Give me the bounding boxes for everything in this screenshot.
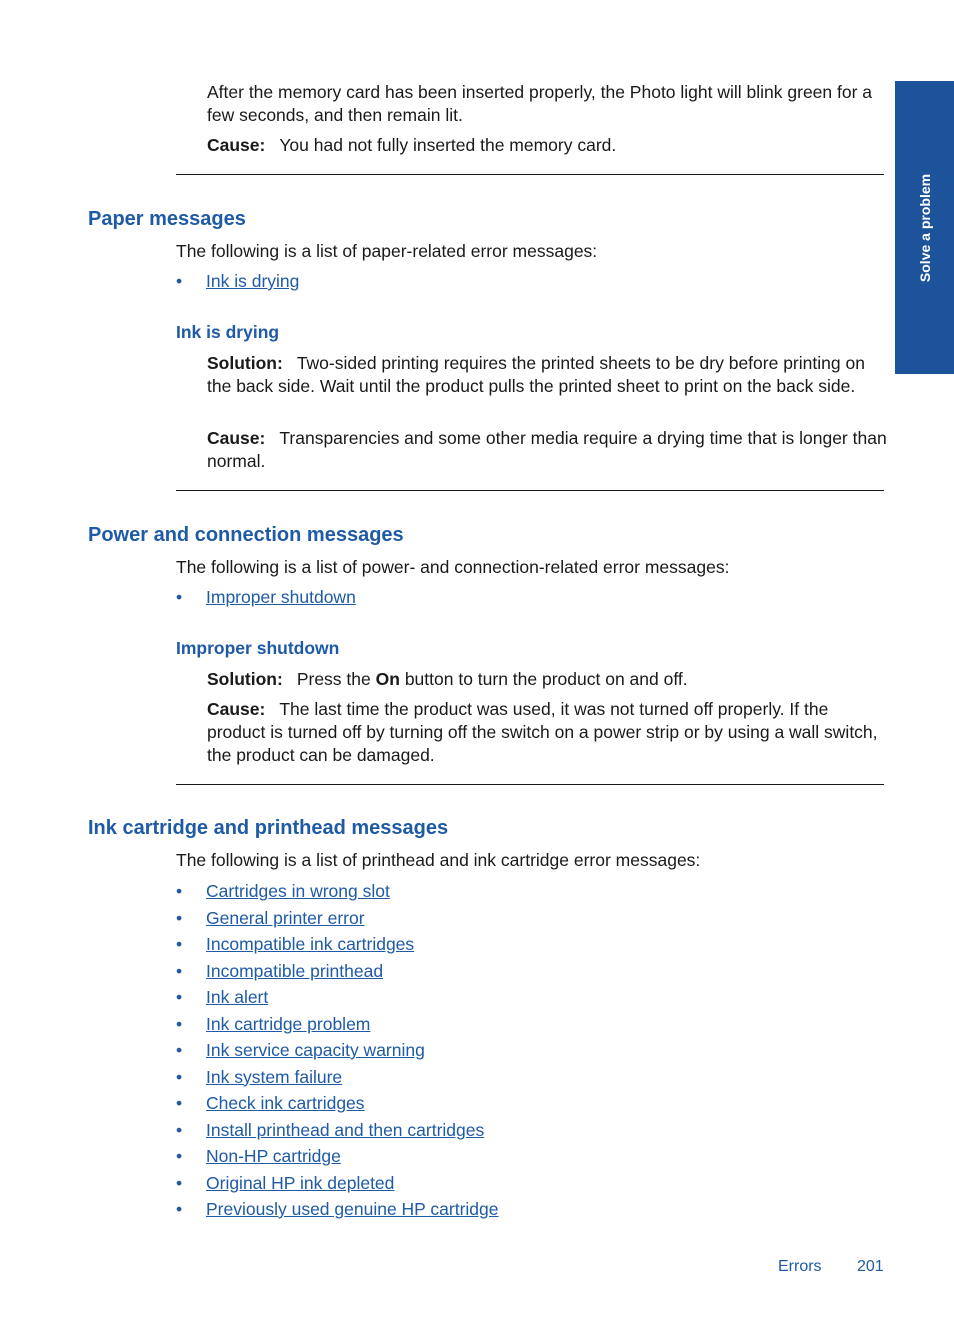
bullet-icon: • — [176, 1119, 183, 1140]
solution-text: Two-sided printing requires the printed sheets to be dry before printing on the back side. Wait until the product pulls the printed sheet to print on the back side. — [207, 353, 865, 396]
cause-text: Transparencies and some other media require a drying time that is longer than normal. — [207, 428, 887, 471]
list-item — [176, 984, 498, 1011]
bullet-icon: • — [176, 1172, 183, 1193]
list-item — [176, 584, 356, 611]
bullet-icon: • — [176, 1066, 183, 1087]
bullet-icon: • — [176, 907, 183, 928]
bullet-icon: • — [176, 1013, 183, 1034]
link-improper-shutdown[interactable]: Improper shutdown — [206, 587, 356, 607]
list-item — [176, 931, 498, 958]
solution-ink-drying — [207, 352, 887, 398]
bullet-icon: • — [176, 271, 183, 291]
list-item — [176, 1117, 498, 1144]
cause-text: You had not fully inserted the memory card. — [279, 135, 617, 155]
side-tab — [895, 81, 954, 374]
link-original-hp-ink-depleted[interactable]: Original HP ink depleted — [206, 1172, 395, 1193]
link-list-paper — [176, 268, 299, 295]
solution-label: Solution: — [207, 353, 283, 373]
link-cartridges-in-wrong-slot[interactable]: Cartridges in wrong slot — [206, 881, 390, 901]
section-intro-power: The following is a list of power- and connection-related error messages: — [176, 557, 730, 577]
cause-label: Cause: — [207, 699, 266, 719]
sub-heading-ink-drying: Ink is drying — [176, 322, 280, 342]
link-ink-is-drying[interactable]: Ink is drying — [206, 271, 300, 291]
bullet-icon: • — [176, 587, 183, 607]
link-ink-alert[interactable]: Ink alert — [206, 987, 269, 1007]
footer-section: Errors — [778, 1258, 822, 1275]
link-incompatible-ink-cartridges[interactable]: Incompatible ink cartridges — [206, 934, 415, 954]
link-list-ink — [176, 878, 498, 1223]
section-intro-ink: The following is a list of printhead and ink cartridge error messages: — [176, 850, 701, 870]
bullet-icon: • — [176, 1093, 183, 1113]
link-ink-cartridge-problem[interactable]: Ink cartridge problem — [206, 1013, 371, 1034]
divider — [176, 784, 884, 785]
divider — [176, 174, 884, 175]
bullet-icon: • — [176, 1199, 183, 1219]
sub-heading-improper-shutdown: Improper shutdown — [176, 638, 340, 658]
cause-ink-drying — [207, 427, 887, 473]
list-item — [176, 1037, 498, 1064]
solution-pre: Press the — [296, 669, 371, 689]
list-item — [176, 1196, 498, 1223]
link-ink-system-failure[interactable]: Ink system failure — [206, 1066, 343, 1087]
bullet-icon: • — [176, 960, 183, 981]
bullet-icon: • — [176, 1146, 183, 1166]
list-item — [176, 878, 498, 905]
bullet-icon: • — [176, 934, 183, 954]
solution-label: Solution: — [207, 669, 283, 689]
cause-label: Cause: — [207, 135, 266, 155]
list-item — [176, 905, 498, 932]
section-heading-paper: Paper messages — [88, 208, 246, 230]
page-number: 201 — [857, 1258, 884, 1275]
section-heading-power: Power and connection messages — [88, 524, 404, 546]
list-item — [176, 1011, 498, 1038]
bullet-icon: • — [176, 1040, 183, 1060]
list-item — [176, 1064, 498, 1091]
section-intro-paper: The following is a list of paper-related error messages: — [176, 241, 598, 261]
list-item — [176, 268, 299, 295]
intro-cause — [207, 134, 887, 157]
solution-post: button to turn the product on and off. — [404, 669, 688, 689]
list-item — [176, 1170, 498, 1197]
divider — [176, 490, 884, 491]
link-install-printhead-and-then-cartridges[interactable]: Install printhead and then cartridges — [206, 1119, 485, 1140]
solution-improper-shutdown — [207, 668, 887, 691]
side-tab-label: Solve a problem — [916, 173, 933, 282]
section-heading-ink: Ink cartridge and printhead messages — [88, 817, 449, 839]
cause-improper-shutdown — [207, 698, 887, 767]
bullet-icon: • — [176, 881, 183, 901]
on-button-name: On — [375, 669, 400, 689]
link-incompatible-printhead[interactable]: Incompatible printhead — [206, 960, 384, 981]
list-item — [176, 1090, 498, 1117]
intro-paragraph: After the memory card has been inserted properly, the Photo light will blink green for a few seconds, and then remain lit. — [207, 82, 873, 125]
link-general-printer-error[interactable]: General printer error — [206, 907, 365, 928]
list-item — [176, 1143, 498, 1170]
link-list-power — [176, 584, 356, 611]
list-item — [176, 958, 498, 985]
cause-text: The last time the product was used, it was not turned off properly. If the product is turned off by turning off the switch on a power strip or by using a wall switch, the product can be damaged. — [207, 699, 878, 765]
link-check-ink-cartridges[interactable]: Check ink cartridges — [206, 1093, 365, 1113]
link-previously-used-genuine-hp-cartridge[interactable]: Previously used genuine HP cartridge — [206, 1199, 499, 1219]
link-non-hp-cartridge[interactable]: Non-HP cartridge — [206, 1146, 341, 1166]
cause-label: Cause: — [207, 428, 266, 448]
bullet-icon: • — [176, 987, 183, 1007]
link-ink-service-capacity-warning[interactable]: Ink service capacity warning — [206, 1040, 425, 1060]
